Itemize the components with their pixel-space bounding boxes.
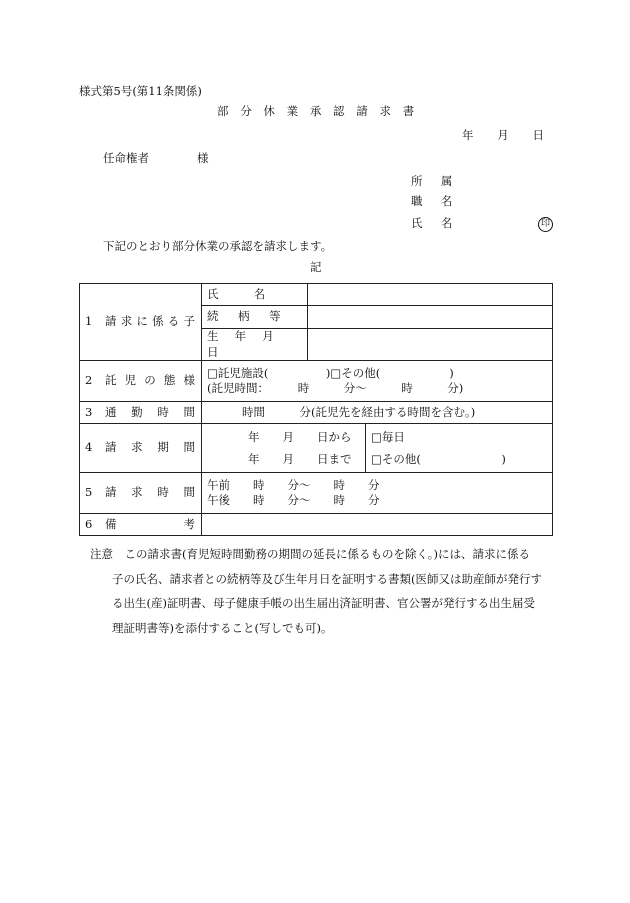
table-row [80,514,553,536]
note-line: 理証明書等)を添付すること(写しでも可)。 [112,620,333,635]
label-char: 託 [105,373,117,388]
label-char: 請 [105,440,117,455]
form-title: 部 分 休 業 承 認 請 求 書 [217,104,419,118]
birthdate-label-cell [202,329,308,361]
date-day-label: 日 [532,128,544,142]
label-char: 備 [105,516,117,531]
request-hours-pm: 午後 時 分～ 時 分 [207,493,380,508]
label-char: 子 [183,314,195,329]
note-line: 子の氏名、請求者との続柄等及び生年月日を証明する書類(医師又は助産師が発行す [112,571,542,586]
name-label: 氏 名 [411,216,456,230]
request-hours-am: 午前 時 分～ 時 分 [207,477,380,492]
row6-number: 6 [85,516,93,531]
dept-label: 所 属 [411,174,456,188]
childcare-hours: (託児時間： 時 分～ 時 分) [207,381,464,396]
row4-number: 4 [85,440,93,455]
child-name-label-cell [202,284,308,306]
birthdate-label: 生 年 月 日 [207,329,290,359]
child-name-label: 氏 名 [207,286,270,301]
seal-mark [538,217,553,232]
commute-time-field[interactable] [202,402,553,424]
label-char: 時 [157,485,169,500]
label-char: 請 [105,314,117,329]
note-line: る出生(産)証明書、母子健康手帳の出生届出済証明書、官公署が発行する出生届受 [112,596,535,610]
row1-label [105,314,195,330]
row2-number: 2 [85,373,93,388]
request-intro: 下記のとおり部分休業の承認を請求します。 [103,239,333,253]
label-char: 間 [183,440,195,455]
row6-label [105,517,195,533]
relation-label-cell [202,306,308,329]
label-char: 求 [131,440,143,455]
label-char: 勤 [131,404,143,419]
period-from: 年 月 日から [248,430,352,445]
remarks-field[interactable] [202,514,553,536]
date-year-label: 年 [462,128,474,142]
post-label: 職 名 [411,194,456,208]
table-row [80,361,553,402]
notes [90,542,552,640]
addressee: 任命権者 [103,151,149,165]
row6-label-cell [80,514,202,536]
row1-number: 1 [85,314,93,329]
row2-label [105,373,195,389]
period-to: 年 月 日まで [248,452,352,467]
label-char: 請 [105,485,117,500]
ki-heading: 記 [310,260,322,274]
label-char: 時 [157,404,169,419]
label-char: 求 [120,314,133,329]
label-char: 求 [131,485,143,500]
request-date [462,130,544,142]
row5-number: 5 [85,485,93,500]
relation-label: 続 柄 等 [207,309,285,324]
label-char: 期 [157,440,169,455]
childcare-mode-field[interactable] [202,361,553,402]
label-char: 間 [183,485,195,500]
request-period-dates[interactable] [202,424,366,473]
daily-checkbox[interactable]: □毎日 [371,430,405,445]
note-head: 注意 この請求書(育児短時間勤務の期間の延長に係るものを除く。)には、請求に係る [90,547,530,561]
table-row [80,424,553,473]
row5-label [105,485,195,501]
seal-icon: 印 [538,217,553,232]
addressee-suffix: 様 [197,151,209,165]
label-char: に [136,314,148,329]
request-period-frequency[interactable] [366,424,553,473]
label-char: 考 [183,516,195,531]
relation-field[interactable] [308,306,553,329]
label-char: 通 [105,404,117,419]
label-char: 間 [183,404,195,419]
table-row [80,284,553,306]
label-char: る [167,314,180,329]
row5-label-cell [80,473,202,514]
form-style-number: 様式第5号(第11条関係) [79,84,202,98]
request-table [79,283,553,536]
label-char: 態 [163,373,176,388]
row3-number: 3 [85,404,93,419]
birthdate-field[interactable] [308,329,553,361]
table-row [80,402,553,424]
date-month-label: 月 [497,128,509,142]
childcare-mode-options: □託児施設( )□その他( ) [207,365,454,380]
row1-label-cell [80,284,202,361]
row4-label [105,440,195,456]
request-hours-field[interactable] [202,473,553,514]
row4-label-cell [80,424,202,473]
table-row [80,473,553,514]
label-char: の [144,373,156,388]
commute-time-value: 時間 分(託児先を経由する時間を含む。) [242,404,476,419]
child-name-field[interactable] [308,284,553,306]
label-char: 様 [183,373,195,388]
row2-label-cell [80,361,202,402]
label-char: 児 [124,373,137,388]
row3-label [105,405,195,421]
label-char: 係 [152,314,164,329]
row3-label-cell [80,402,202,424]
other-checkbox[interactable]: □その他( ) [371,452,506,467]
